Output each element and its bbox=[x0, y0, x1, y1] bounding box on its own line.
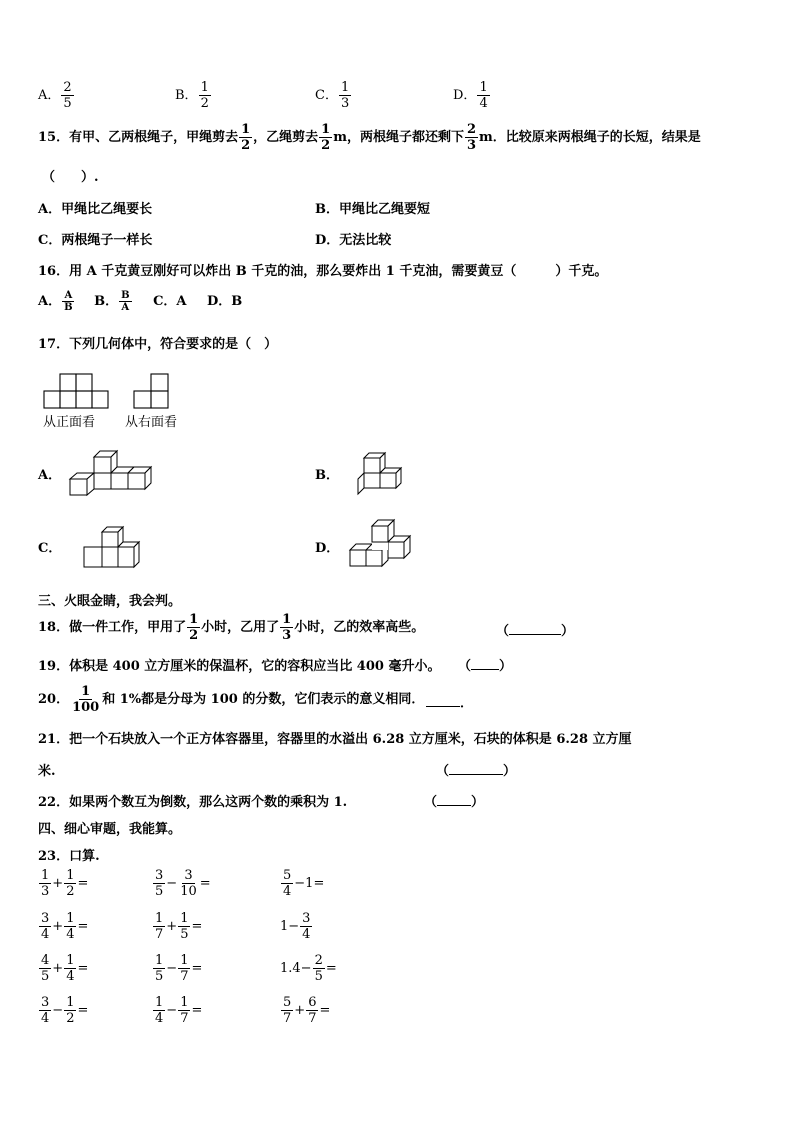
q23-item-1: $\frac{1}{3}$ + $\frac{1}{2}$ = bbox=[41, 868, 89, 899]
q23-item-2: $\frac{3}{5}$ − $\frac{3}{10}$ = bbox=[155, 868, 211, 899]
q23-item-4: $\frac{3}{4}$ + $\frac{1}{4}$ = bbox=[41, 911, 89, 942]
q15-stem: 15．有甲、乙两根绳子，甲绳剪去 $\frac{1}{2}$ ，乙绳剪去 $\frac{1}{2}$ m，两根绳子都还剩下 $\frac{2}{3}$ m．比较原来两根绳子的长短，结果是 bbox=[38, 122, 701, 153]
q17-option-c-figure bbox=[80, 524, 144, 570]
q17-option-b-label: B． bbox=[315, 468, 339, 483]
q17-option-d-figure bbox=[346, 517, 418, 569]
right-view-label: 从右面看 bbox=[125, 415, 178, 430]
section-3-title: 三、火眼金睛，我会判。 bbox=[38, 594, 182, 609]
front-view-label: 从正面看 bbox=[43, 415, 96, 430]
q14-option-d: D． $\frac{1}{4}$ bbox=[453, 80, 488, 111]
q23-title: 23．口算. bbox=[38, 849, 100, 864]
q19-stem: 19．体积是 400 立方厘米的保温杯，它的容积应当比 400 毫升小。 bbox=[38, 659, 441, 674]
q21-stem-line1: 21．把一个石块放入一个正方体容器里，容器里的水溢出 6.28 立方厘米，石块的体积是 6.28 立方厘 bbox=[38, 732, 632, 747]
right-view-figure bbox=[132, 372, 170, 410]
q16-stem: 16．用 A 千克黄豆刚好可以炸出 B 千克的油，那么要炸出 1 千克油，需要黄豆（ ）千克。 bbox=[38, 264, 608, 279]
q23-item-8: $\frac{1}{5}$ − $\frac{1}{7}$ = bbox=[155, 953, 203, 984]
q17-option-d-label: D． bbox=[315, 541, 340, 556]
q14-option-c: C． $\frac{1}{3}$ bbox=[315, 80, 350, 111]
q19-answer-blank[interactable]: （ ） bbox=[458, 659, 513, 674]
front-view-figure bbox=[43, 372, 109, 410]
q15-option-a: A．甲绳比乙绳要长 bbox=[38, 202, 153, 217]
q15-option-b: B．甲绳比乙绳要短 bbox=[315, 202, 430, 217]
q23-item-10: $\frac{3}{4}$ − $\frac{1}{2}$ = bbox=[41, 995, 89, 1026]
q23-item-5: $\frac{1}{7}$ + $\frac{1}{5}$ = bbox=[155, 911, 203, 942]
q18-stem: 18．做一件工作，甲用了 $\frac{1}{2}$ 小时，乙用了 $\frac{1}{3}$ 小时，乙的效率高些。 bbox=[38, 612, 425, 643]
q15-option-c: C．两根绳子一样长 bbox=[38, 233, 153, 248]
q17-option-c-label: C． bbox=[38, 541, 62, 556]
q23-item-12: $\frac{5}{7}$ + $\frac{6}{7}$ = bbox=[283, 995, 331, 1026]
q17-option-a-figure bbox=[66, 448, 156, 498]
q17-option-a-label: A． bbox=[38, 468, 62, 483]
q20-answer-blank[interactable]: ． bbox=[426, 692, 473, 711]
q23-item-9: 1.4− $\frac{2}{5}$ = bbox=[280, 953, 337, 984]
q21-stem-line2: 米. bbox=[38, 764, 56, 779]
q17-option-b-figure bbox=[354, 450, 404, 496]
q23-item-11: $\frac{1}{4}$ − $\frac{1}{7}$ = bbox=[155, 995, 203, 1026]
q23-item-3: $\frac{5}{4}$ −1= bbox=[283, 868, 325, 899]
q22-answer-blank[interactable]: （ ） bbox=[424, 795, 485, 810]
q15-option-d: D．无法比较 bbox=[315, 233, 392, 248]
q20-stem: 20． $\frac{1}{100}$ 和 1%都是分母为 100 的分数，它们表示的意义相同． bbox=[38, 684, 425, 715]
q18-answer-blank[interactable]: （ ） bbox=[496, 624, 575, 639]
q14-option-a: A． $\frac{2}{5}$ bbox=[38, 80, 72, 111]
q23-item-7: $\frac{4}{5}$ + $\frac{1}{4}$ = bbox=[41, 953, 89, 984]
q23-item-6: 1− $\frac{3}{4}$ bbox=[280, 911, 311, 942]
section-4-title: 四、细心审题，我能算。 bbox=[38, 822, 182, 837]
q17-stem: 17．下列几何体中，符合要求的是（ ） bbox=[38, 337, 278, 352]
q15-paren: （ ）. bbox=[42, 170, 99, 185]
q22-stem: 22．如果两个数互为倒数，那么这两个数的乘积为 1. bbox=[38, 795, 348, 810]
q16-options: A． $\frac{A}{B}$ B． $\frac{B}{A}$ C．A D．B bbox=[38, 290, 243, 313]
q21-answer-blank[interactable]: （ ） bbox=[436, 764, 517, 779]
q14-option-b: B． $\frac{1}{2}$ bbox=[175, 80, 209, 111]
